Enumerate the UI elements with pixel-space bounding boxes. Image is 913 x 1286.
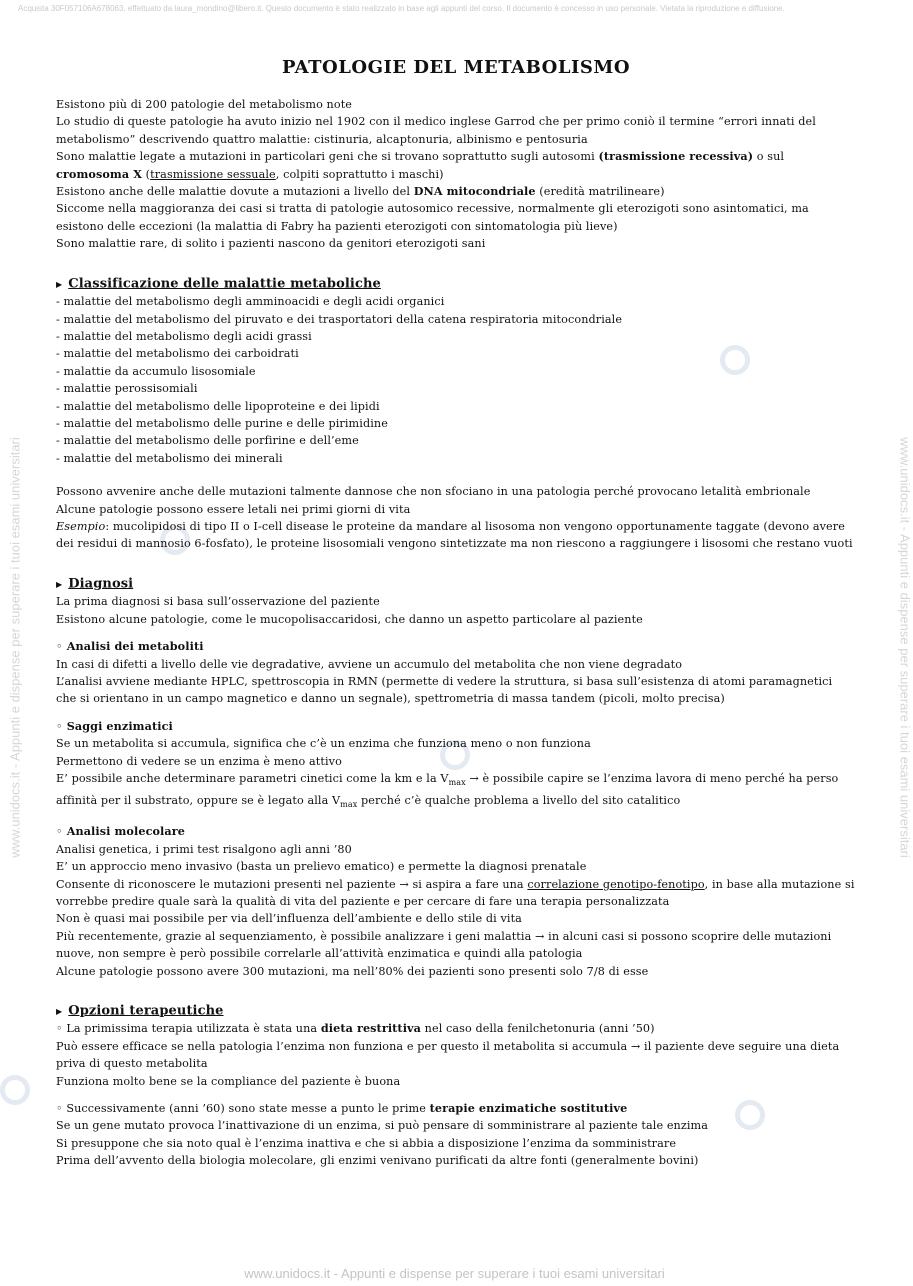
subscript: max xyxy=(340,799,358,809)
text-span: Sono malattie legate a mutazioni in particolari geni che si trovano soprattutto sugli autosomi xyxy=(56,150,599,164)
paragraph: Se un metabolita si accumula, significa che c’è un enzima che funziona meno o non funziona xyxy=(56,737,591,751)
text-span: perché c’è qualche problema a livello del sito catalitico xyxy=(357,793,681,807)
page-title: PATOLOGIE DEL METABOLISMO xyxy=(281,57,631,78)
intro-line: Lo studio di queste patologie ha avuto inizio nel 1902 con il medico inglese Garrod che per primo coniò il termine “errori innati del metabolismo” descrivendo quattro malattie: cistinuria, alcaptonuria, albinismo e pentosuria xyxy=(56,115,816,146)
section-heading-opzioni xyxy=(56,1002,856,1021)
list-item: - malattie da accumulo lisosomiale xyxy=(56,364,256,378)
paragraph: Alcune patologie possono essere letali nei primi giorni di vita xyxy=(56,502,411,516)
paragraph: La prima diagnosi si basa sull’osservazione del paziente xyxy=(56,595,380,609)
paragraph: In casi di difetti a livello delle vie degradative, avviene un accumulo del metabolita che non viene degradato xyxy=(56,657,683,671)
text-span: Esistono anche delle malattie dovute a mutazioni a livello del xyxy=(56,185,414,199)
paragraph xyxy=(56,518,856,553)
list-item: - malattie del metabolismo delle porfirine e dell’eme xyxy=(56,434,359,448)
list-item: - malattie perossisomiali xyxy=(56,382,198,396)
text-span: o sul xyxy=(753,150,785,164)
subheading-saggi: ◦ Saggi enzimatici xyxy=(56,718,173,733)
bullet-triangle-icon: ▶ xyxy=(56,1005,63,1016)
text-span: : mucolipidosi di tipo II o I-cell disease le proteine da mandare al lisosoma non vengono opportunamente taggate (devono avere dei residui di mannosio 6-fosfato), le proteine lisosomiali vengono sintetizzate ma non riescono a raggiungere i lisosomi che restano vuoti xyxy=(56,520,853,551)
intro-line xyxy=(56,183,856,200)
bold-text: cromosoma X xyxy=(56,166,142,181)
paragraph: Permettono di vedere se un enzima è meno attivo xyxy=(56,754,342,768)
paragraph: Se un gene mutato provoca l’inattivazione di un enzima, si può pensare di somministrare al paziente tale enzima xyxy=(56,1119,709,1133)
paragraph: Esistono alcune patologie, come le mucopolisaccaridosi, che danno un aspetto particolare al paziente xyxy=(56,612,643,626)
bottom-watermark: www.unidocs.it - Appunti e dispense per superare i tuoi esami universitari xyxy=(244,1266,665,1281)
left-watermark: www.unidocs.it - Appunti e dispense per superare i tuoi esami universitari xyxy=(7,437,23,858)
list-item: - malattie del metabolismo delle purine e delle pirimidine xyxy=(56,417,388,430)
subheading-molecolare: ◦ Analisi molecolare xyxy=(56,824,185,839)
intro-line: Sono malattie rare, di solito i pazienti nascono da genitori eterozigoti sani xyxy=(56,237,486,251)
list-item: - malattie del metabolismo delle lipoproteine e dei lipidi xyxy=(56,399,380,413)
text-span: , in base alla mutazione si vorrebbe predire quale sarà la qualità di vita del paziente e per cercare di fare una terapia personalizzata xyxy=(56,877,855,908)
section-heading-classificazione xyxy=(56,275,856,294)
underlined-text: trasmissione sessuale xyxy=(150,167,276,181)
subscript: max xyxy=(448,778,466,788)
heading-text: Diagnosi xyxy=(68,576,134,592)
heading-text: Classificazione delle malattie metaboliche xyxy=(68,276,381,292)
list-item: - malattie del metabolismo degli amminoacidi e degli acidi organici xyxy=(56,295,445,309)
text-span: , colpiti soprattutto i maschi) xyxy=(275,167,444,181)
list-item: - malattie del metabolismo dei minerali xyxy=(56,451,283,465)
paragraph xyxy=(56,1020,856,1037)
unidocs-logo-icon xyxy=(0,1075,30,1105)
list-item: - malattie del metabolismo dei carboidrati xyxy=(56,347,299,361)
section-heading-diagnosi xyxy=(56,575,856,594)
text-span: ( xyxy=(142,167,151,181)
text-span: nel caso della fenilchetonuria (anni ’50) xyxy=(421,1022,655,1036)
paragraph: Si presuppone che sia noto qual è l’enzima inattiva e che si abbia a disposizione l’enzima da somministrare xyxy=(56,1136,677,1150)
paragraph xyxy=(56,1100,856,1117)
top-watermark: Acquista 30F057106A678063, effettuato da laura_mondino@libero.it. Questo documento è stato realizzato in base agli appunti del corso. Il documento è concesso in uso personale. Vietata la riproduzione e diffusione. xyxy=(18,4,785,13)
intro-line: Esistono più di 200 patologie del metabolismo note xyxy=(56,98,353,111)
document-body xyxy=(56,58,856,1170)
text-span: ◦ La primissima terapia utilizzata è stata una xyxy=(56,1022,321,1036)
text-span: (eredità matrilineare) xyxy=(535,185,665,199)
paragraph xyxy=(56,770,856,813)
paragraph: L’analisi avviene mediante HPLC, spettroscopia in RMN (permette di vedere la struttura, si basa sull’esistenza di atomi paramagnetici che si orientano in un campo magnetico e danno un segnale), spettrometria di massa tandem (picoli, molto precisa) xyxy=(56,674,833,706)
paragraph: Possono avvenire anche delle mutazioni talmente dannose che non sfociano in una patologia perché provocano letalità embrionale xyxy=(56,485,811,499)
paragraph: Alcune patologie possono avere 300 mutazioni, ma nell’80% dei pazienti sono presenti solo 7/8 di esse xyxy=(56,964,649,978)
intro-line: Siccome nella maggioranza dei casi si tratta di patologie autosomico recessive, normalmente gli eterozigoti sono asintomatici, ma esistono delle eccezioni (la malattia di Fabry ha pazienti eterozigoti con sintomatologia più lieve) xyxy=(56,202,809,233)
paragraph: Prima dell’avvento della biologia molecolare, gli enzimi venivano purificati da altre fonti (generalmente bovini) xyxy=(56,1154,699,1168)
classification-list xyxy=(56,293,856,467)
text-span: Consente di riconoscere le mutazioni presenti nel paziente → si aspira a fare una xyxy=(56,877,528,891)
underlined-text: correlazione genotipo-fenotipo xyxy=(527,877,705,891)
paragraph xyxy=(56,876,856,911)
bold-text: (trasmissione recessiva) xyxy=(598,149,754,164)
text-span: → è possibile capire se l’enzima lavora di meno perché ha perso affinità per il substrato, oppure se è legato alla V xyxy=(56,772,839,807)
right-watermark: www.unidocs.it - Appunti e dispense per superare i tuoi esami universitari xyxy=(897,437,913,858)
list-item: - malattie del metabolismo del piruvato e dei trasportatori della catena respiratoria mitocondriale xyxy=(56,312,623,326)
heading-text: Opzioni terapeutiche xyxy=(68,1003,224,1019)
bullet-triangle-icon: ▶ xyxy=(56,578,63,589)
text-span: ◦ Successivamente (anni ’60) sono state messe a punto le prime xyxy=(56,1102,430,1116)
bold-text: DNA mitocondriale xyxy=(413,184,536,199)
intro-line xyxy=(56,148,856,183)
text-span: E’ possibile anche determinare parametri cinetici come la km e la V xyxy=(56,772,449,785)
paragraph: Può essere efficace se nella patologia l’enzima non funziona e per questo il metabolita si accumula → il paziente deve seguire una dieta priva di questo metabolita xyxy=(56,1039,840,1071)
paragraph: Analisi genetica, i primi test risalgono agli anni ’80 xyxy=(56,842,352,856)
bold-text: terapie enzimatiche sostitutive xyxy=(429,1101,628,1116)
paragraph: Non è quasi mai possibile per via dell’influenza dell’ambiente e dello stile di vita xyxy=(56,912,522,926)
paragraph: Più recentemente, grazie al sequenziamento, è possibile analizzare i geni malattia → in alcuni casi si possono scoprire delle mutazioni nuove, non sempre è però possibile correlarle all’attività enzimatica e quindi alla patologia xyxy=(56,929,832,961)
paragraph: Funziona molto bene se la compliance del paziente è buona xyxy=(56,1074,401,1088)
subheading-metaboliti: ◦ Analisi dei metaboliti xyxy=(56,639,204,654)
italic-text: Esempio xyxy=(56,520,106,534)
bold-text: dieta restrittiva xyxy=(320,1021,422,1036)
list-item: - malattie del metabolismo degli acidi grassi xyxy=(56,329,312,343)
bullet-triangle-icon: ▶ xyxy=(56,278,63,289)
paragraph: E’ un approccio meno invasivo (basta un prelievo ematico) e permette la diagnosi prenatale xyxy=(56,860,587,874)
